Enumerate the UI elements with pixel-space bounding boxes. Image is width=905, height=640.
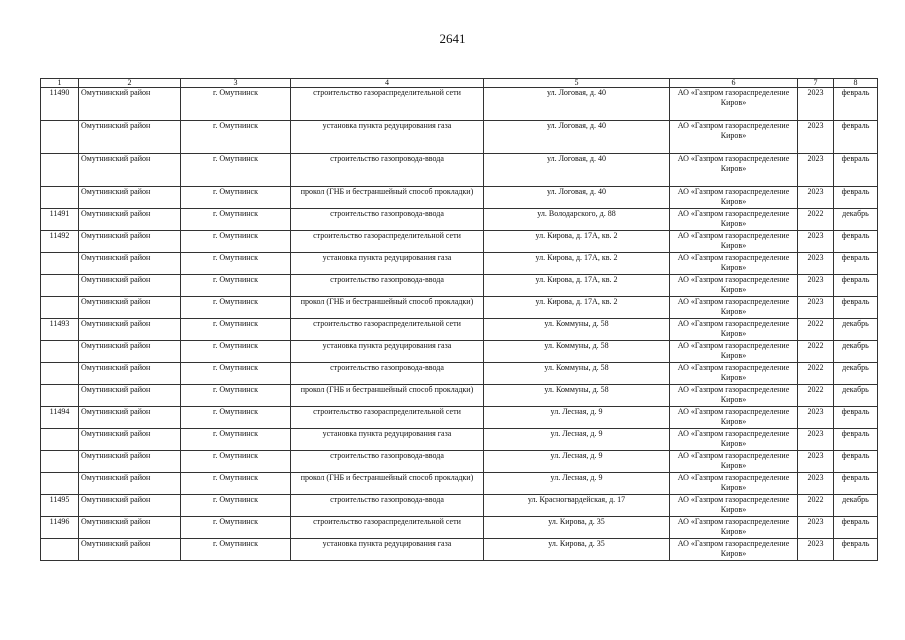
- year-cell: 2022: [798, 385, 834, 407]
- row-number: 11495: [41, 495, 79, 517]
- row-number: [41, 539, 79, 561]
- month-cell: февраль: [834, 297, 878, 319]
- column-header: 6: [670, 79, 798, 88]
- row-number: 11491: [41, 209, 79, 231]
- work-type-cell: установка пункта редуцирования газа: [291, 539, 484, 561]
- organization-cell: АО «Газпром газораспределение Киров»: [670, 121, 798, 154]
- address-cell: ул. Лесная, д. 9: [484, 407, 670, 429]
- work-type-cell: строительство газопровода-ввода: [291, 363, 484, 385]
- table-row: [41, 517, 878, 539]
- organization-cell: АО «Газпром газораспределение Киров»: [670, 341, 798, 363]
- city-cell: г. Омутнинск: [181, 539, 291, 561]
- column-header: 7: [798, 79, 834, 88]
- work-type-cell: прокол (ГНБ и бестраншейный способ прокладки): [291, 385, 484, 407]
- organization-cell: АО «Газпром газораспределение Киров»: [670, 385, 798, 407]
- work-type-cell: прокол (ГНБ и бестраншейный способ прокладки): [291, 187, 484, 209]
- city-cell: г. Омутнинск: [181, 407, 291, 429]
- city-cell: г. Омутнинск: [181, 495, 291, 517]
- district-cell: Омутнинский район: [79, 495, 181, 517]
- organization-cell: АО «Газпром газораспределение Киров»: [670, 154, 798, 187]
- year-cell: 2023: [798, 275, 834, 297]
- table-row: [41, 539, 878, 561]
- column-header: 1: [41, 79, 79, 88]
- row-number: [41, 275, 79, 297]
- month-cell: декабрь: [834, 385, 878, 407]
- work-type-cell: строительство газораспределительной сети: [291, 88, 484, 121]
- work-type-cell: строительство газораспределительной сети: [291, 517, 484, 539]
- year-cell: 2023: [798, 517, 834, 539]
- column-header: 2: [79, 79, 181, 88]
- column-number-row: [41, 79, 878, 88]
- page-number: 2641: [439, 31, 466, 46]
- year-cell: 2023: [798, 253, 834, 275]
- city-cell: г. Омутнинск: [181, 275, 291, 297]
- column-header: 5: [484, 79, 670, 88]
- address-cell: ул. Кирова, д. 35: [484, 517, 670, 539]
- work-type-cell: установка пункта редуцирования газа: [291, 253, 484, 275]
- work-type-cell: строительство газопровода-ввода: [291, 275, 484, 297]
- month-cell: февраль: [834, 121, 878, 154]
- organization-cell: АО «Газпром газораспределение Киров»: [670, 209, 798, 231]
- table-row: [41, 231, 878, 253]
- city-cell: г. Омутнинск: [181, 319, 291, 341]
- district-cell: Омутнинский район: [79, 385, 181, 407]
- year-cell: 2022: [798, 363, 834, 385]
- work-type-cell: прокол (ГНБ и бестраншейный способ прокладки): [291, 473, 484, 495]
- city-cell: г. Омутнинск: [181, 297, 291, 319]
- year-cell: 2023: [798, 473, 834, 495]
- district-cell: Омутнинский район: [79, 517, 181, 539]
- month-cell: декабрь: [834, 341, 878, 363]
- city-cell: г. Омутнинск: [181, 363, 291, 385]
- organization-cell: АО «Газпром газораспределение Киров»: [670, 88, 798, 121]
- row-number: 11496: [41, 517, 79, 539]
- address-cell: ул. Логовая, д. 40: [484, 187, 670, 209]
- year-cell: 2023: [798, 231, 834, 253]
- work-type-cell: строительство газопровода-ввода: [291, 451, 484, 473]
- organization-cell: АО «Газпром газораспределение Киров»: [670, 363, 798, 385]
- table-row: [41, 319, 878, 341]
- row-number: [41, 297, 79, 319]
- address-cell: ул. Кирова, д. 35: [484, 539, 670, 561]
- row-number: [41, 154, 79, 187]
- year-cell: 2023: [798, 539, 834, 561]
- month-cell: декабрь: [834, 319, 878, 341]
- month-cell: декабрь: [834, 209, 878, 231]
- organization-cell: АО «Газпром газораспределение Киров»: [670, 517, 798, 539]
- organization-cell: АО «Газпром газораспределение Киров»: [670, 539, 798, 561]
- work-type-cell: установка пункта редуцирования газа: [291, 121, 484, 154]
- address-cell: ул. Логовая, д. 40: [484, 154, 670, 187]
- row-number: 11490: [41, 88, 79, 121]
- table-row: [41, 341, 878, 363]
- work-type-cell: строительство газопровода-ввода: [291, 154, 484, 187]
- district-cell: Омутнинский район: [79, 209, 181, 231]
- organization-cell: АО «Газпром газораспределение Киров»: [670, 297, 798, 319]
- address-cell: ул. Кирова, д. 17А, кв. 2: [484, 231, 670, 253]
- district-cell: Омутнинский район: [79, 341, 181, 363]
- table-row: [41, 385, 878, 407]
- month-cell: февраль: [834, 253, 878, 275]
- district-cell: Омутнинский район: [79, 407, 181, 429]
- city-cell: г. Омутнинск: [181, 517, 291, 539]
- table-row: [41, 121, 878, 154]
- table-row: [41, 407, 878, 429]
- city-cell: г. Омутнинск: [181, 253, 291, 275]
- address-cell: ул. Володарского, д. 88: [484, 209, 670, 231]
- work-type-cell: прокол (ГНБ и бестраншейный способ прокладки): [291, 297, 484, 319]
- address-cell: ул. Кирова, д. 17А, кв. 2: [484, 275, 670, 297]
- district-cell: Омутнинский район: [79, 231, 181, 253]
- row-number: [41, 341, 79, 363]
- city-cell: г. Омутнинск: [181, 341, 291, 363]
- organization-cell: АО «Газпром газораспределение Киров»: [670, 253, 798, 275]
- month-cell: февраль: [834, 187, 878, 209]
- year-cell: 2023: [798, 121, 834, 154]
- city-cell: г. Омутнинск: [181, 451, 291, 473]
- column-header: 4: [291, 79, 484, 88]
- month-cell: февраль: [834, 429, 878, 451]
- organization-cell: АО «Газпром газораспределение Киров»: [670, 231, 798, 253]
- table-row: [41, 495, 878, 517]
- organization-cell: АО «Газпром газораспределение Киров»: [670, 319, 798, 341]
- table-row: [41, 209, 878, 231]
- table-row: [41, 363, 878, 385]
- organization-cell: АО «Газпром газораспределение Киров»: [670, 495, 798, 517]
- district-cell: Омутнинский район: [79, 275, 181, 297]
- year-cell: 2023: [798, 407, 834, 429]
- row-number: [41, 451, 79, 473]
- address-cell: ул. Логовая, д. 40: [484, 121, 670, 154]
- row-number: [41, 385, 79, 407]
- row-number: [41, 363, 79, 385]
- year-cell: 2022: [798, 209, 834, 231]
- address-cell: ул. Коммуны, д. 58: [484, 363, 670, 385]
- work-type-cell: строительство газораспределительной сети: [291, 407, 484, 429]
- month-cell: февраль: [834, 539, 878, 561]
- organization-cell: АО «Газпром газораспределение Киров»: [670, 451, 798, 473]
- year-cell: 2022: [798, 495, 834, 517]
- month-cell: февраль: [834, 231, 878, 253]
- work-type-cell: строительство газопровода-ввода: [291, 209, 484, 231]
- address-cell: ул. Красногвардейская, д. 17: [484, 495, 670, 517]
- address-cell: ул. Логовая, д. 40: [484, 88, 670, 121]
- work-type-cell: строительство газораспределительной сети: [291, 319, 484, 341]
- address-cell: ул. Коммуны, д. 58: [484, 341, 670, 363]
- column-header: 8: [834, 79, 878, 88]
- work-type-cell: строительство газопровода-ввода: [291, 495, 484, 517]
- city-cell: г. Омутнинск: [181, 154, 291, 187]
- table-row: [41, 154, 878, 187]
- table-row: [41, 88, 878, 121]
- district-cell: Омутнинский район: [79, 253, 181, 275]
- table-row: [41, 297, 878, 319]
- table-row: [41, 451, 878, 473]
- address-cell: ул. Лесная, д. 9: [484, 473, 670, 495]
- district-cell: Омутнинский район: [79, 451, 181, 473]
- row-number: 11493: [41, 319, 79, 341]
- address-cell: ул. Кирова, д. 17А, кв. 2: [484, 297, 670, 319]
- address-cell: ул. Лесная, д. 9: [484, 429, 670, 451]
- city-cell: г. Омутнинск: [181, 473, 291, 495]
- year-cell: 2023: [798, 154, 834, 187]
- table-row: [41, 253, 878, 275]
- month-cell: февраль: [834, 473, 878, 495]
- district-cell: Омутнинский район: [79, 473, 181, 495]
- address-cell: ул. Коммуны, д. 58: [484, 319, 670, 341]
- year-cell: 2022: [798, 319, 834, 341]
- row-number: 11494: [41, 407, 79, 429]
- district-cell: Омутнинский район: [79, 154, 181, 187]
- address-cell: ул. Коммуны, д. 58: [484, 385, 670, 407]
- year-cell: 2023: [798, 88, 834, 121]
- work-type-cell: строительство газораспределительной сети: [291, 231, 484, 253]
- organization-cell: АО «Газпром газораспределение Киров»: [670, 187, 798, 209]
- table-row: [41, 187, 878, 209]
- district-cell: Омутнинский район: [79, 539, 181, 561]
- city-cell: г. Омутнинск: [181, 231, 291, 253]
- table-row: [41, 275, 878, 297]
- city-cell: г. Омутнинск: [181, 121, 291, 154]
- month-cell: февраль: [834, 275, 878, 297]
- month-cell: декабрь: [834, 495, 878, 517]
- organization-cell: АО «Газпром газораспределение Киров»: [670, 473, 798, 495]
- organization-cell: АО «Газпром газораспределение Киров»: [670, 429, 798, 451]
- organization-cell: АО «Газпром газораспределение Киров»: [670, 407, 798, 429]
- year-cell: 2023: [798, 297, 834, 319]
- year-cell: 2023: [798, 451, 834, 473]
- gas-connection-table: [40, 78, 878, 561]
- address-cell: ул. Кирова, д. 17А, кв. 2: [484, 253, 670, 275]
- district-cell: Омутнинский район: [79, 121, 181, 154]
- row-number: [41, 429, 79, 451]
- city-cell: г. Омутнинск: [181, 429, 291, 451]
- table-row: [41, 429, 878, 451]
- month-cell: февраль: [834, 88, 878, 121]
- district-cell: Омутнинский район: [79, 297, 181, 319]
- district-cell: Омутнинский район: [79, 88, 181, 121]
- month-cell: февраль: [834, 517, 878, 539]
- city-cell: г. Омутнинск: [181, 88, 291, 121]
- year-cell: 2022: [798, 341, 834, 363]
- month-cell: февраль: [834, 154, 878, 187]
- district-cell: Омутнинский район: [79, 187, 181, 209]
- city-cell: г. Омутнинск: [181, 385, 291, 407]
- month-cell: февраль: [834, 451, 878, 473]
- year-cell: 2023: [798, 429, 834, 451]
- city-cell: г. Омутнинск: [181, 209, 291, 231]
- district-cell: Омутнинский район: [79, 319, 181, 341]
- row-number: 11492: [41, 231, 79, 253]
- work-type-cell: установка пункта редуцирования газа: [291, 429, 484, 451]
- year-cell: 2023: [798, 187, 834, 209]
- city-cell: г. Омутнинск: [181, 187, 291, 209]
- row-number: [41, 121, 79, 154]
- table-row: [41, 473, 878, 495]
- row-number: [41, 187, 79, 209]
- row-number: [41, 473, 79, 495]
- district-cell: Омутнинский район: [79, 363, 181, 385]
- work-type-cell: установка пункта редуцирования газа: [291, 341, 484, 363]
- organization-cell: АО «Газпром газораспределение Киров»: [670, 275, 798, 297]
- address-cell: ул. Лесная, д. 9: [484, 451, 670, 473]
- row-number: [41, 253, 79, 275]
- district-cell: Омутнинский район: [79, 429, 181, 451]
- month-cell: декабрь: [834, 363, 878, 385]
- column-header: 3: [181, 79, 291, 88]
- month-cell: февраль: [834, 407, 878, 429]
